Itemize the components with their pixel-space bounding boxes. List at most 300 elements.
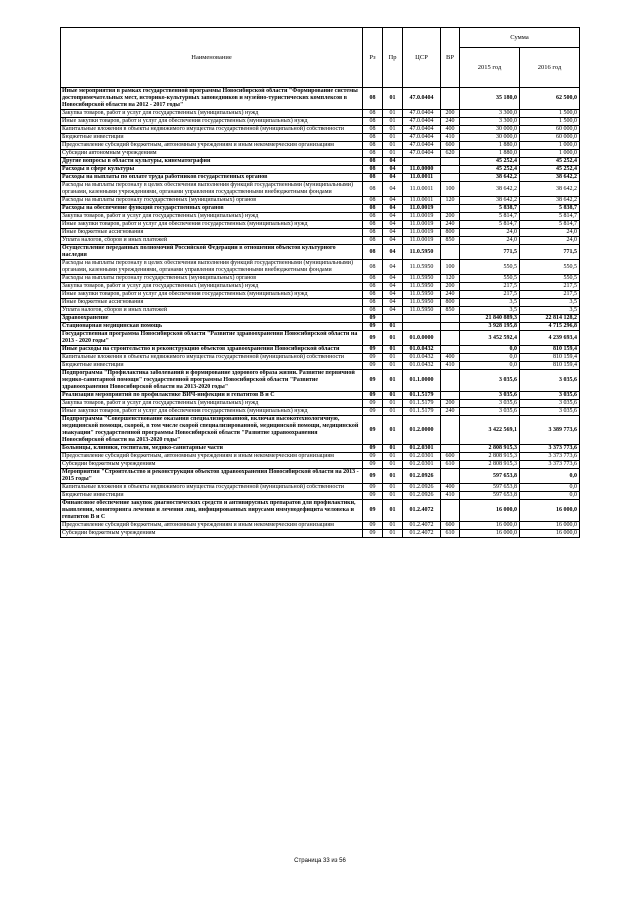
cell-sum-2015: 550,5 [460, 275, 520, 283]
cell-sum-2016: 45 252,4 [520, 166, 580, 174]
table-row [61, 134, 580, 142]
cell-sum-2015: 2 808 915,3 [460, 461, 520, 469]
table-row [61, 88, 580, 110]
cell-csr: 47.0.0404 [403, 142, 441, 150]
table-row [61, 283, 580, 291]
cell-sum-2016: 550,5 [520, 260, 580, 275]
cell-vr: 240 [441, 118, 460, 126]
cell-csr [403, 315, 441, 323]
table-row [61, 118, 580, 126]
cell-rz: 09 [363, 400, 383, 408]
cell-rz: 09 [363, 469, 383, 484]
cell-pr: 01 [383, 400, 403, 408]
cell-sum-2016: 1 000,0 [520, 150, 580, 158]
cell-rz: 09 [363, 362, 383, 370]
cell-pr: 01 [383, 416, 403, 445]
cell-pr: 01 [383, 492, 403, 500]
cell-name: Субсидии автономным учреждениям [61, 150, 363, 158]
table-row [61, 291, 580, 299]
cell-sum-2015: 16 000,0 [460, 500, 520, 522]
cell-name: Иные бюджетные ассигнования [61, 299, 363, 307]
cell-sum-2015: 1 880,0 [460, 142, 520, 150]
cell-sum-2015: 24,0 [460, 229, 520, 237]
cell-pr: 01 [383, 484, 403, 492]
cell-rz: 09 [363, 492, 383, 500]
cell-sum-2015: 24,0 [460, 237, 520, 245]
cell-sum-2015: 3 928 195,8 [460, 323, 520, 331]
table-row [61, 400, 580, 408]
cell-name: Финансовое обеспечение закупок диагностических средств и антивирусных препаратов для профилактики, выявления, мониторинга лечения и лечения лиц, инфицированных вирусами иммунодефицита человека и гепатитов В и С [61, 500, 363, 522]
header-rz: Рз [363, 28, 383, 88]
budget-table [60, 27, 580, 538]
cell-rz: 08 [363, 88, 383, 110]
cell-rz: 09 [363, 453, 383, 461]
cell-rz: 09 [363, 416, 383, 445]
cell-sum-2015: 0,0 [460, 362, 520, 370]
cell-sum-2016: 810 159,4 [520, 346, 580, 354]
cell-rz: 08 [363, 213, 383, 221]
cell-pr: 01 [383, 362, 403, 370]
cell-name: Уплата налогов, сборов и иных платежей [61, 237, 363, 245]
cell-rz: 09 [363, 315, 383, 323]
cell-vr: 600 [441, 453, 460, 461]
table-row [61, 362, 580, 370]
table-row [61, 260, 580, 275]
cell-sum-2015: 30 000,0 [460, 126, 520, 134]
cell-pr: 01 [383, 500, 403, 522]
cell-sum-2016: 1 500,0 [520, 110, 580, 118]
cell-name: Расходы на выплаты персоналу государственных (муниципальных) органов [61, 197, 363, 205]
cell-sum-2015: 1 880,0 [460, 150, 520, 158]
cell-csr: 01.2.0926 [403, 469, 441, 484]
cell-name: Закупка товаров, работ и услуг для государственных (муниципальных) нужд [61, 400, 363, 408]
cell-name: Иные закупки товаров, работ и услуг для обеспечения государственных (муниципальных) нужд [61, 291, 363, 299]
cell-sum-2015: 597 653,8 [460, 484, 520, 492]
cell-sum-2016: 0,0 [520, 492, 580, 500]
cell-csr: 01.1.5179 [403, 392, 441, 400]
table-row [61, 150, 580, 158]
cell-name: Бюджетные инвестиции [61, 134, 363, 142]
cell-vr [441, 500, 460, 522]
cell-pr: 04 [383, 197, 403, 205]
table-row [61, 346, 580, 354]
cell-rz: 09 [363, 331, 383, 346]
cell-vr: 610 [441, 530, 460, 538]
cell-pr: 04 [383, 221, 403, 229]
cell-vr [441, 331, 460, 346]
cell-vr [441, 346, 460, 354]
cell-sum-2016: 0,0 [520, 469, 580, 484]
cell-csr: 11.0.5950 [403, 291, 441, 299]
table-row [61, 182, 580, 197]
cell-sum-2016: 1 500,0 [520, 118, 580, 126]
cell-csr: 11.0.0019 [403, 205, 441, 213]
cell-sum-2015: 3 035,6 [460, 370, 520, 392]
cell-rz: 08 [363, 134, 383, 142]
table-row [61, 197, 580, 205]
cell-csr: 47.0.0404 [403, 88, 441, 110]
cell-csr: 11.0.5950 [403, 299, 441, 307]
cell-name: Иные закупки товаров, работ и услуг для обеспечения государственных (муниципальных) нужд [61, 118, 363, 126]
table-row [61, 461, 580, 469]
table-row [61, 237, 580, 245]
cell-pr: 04 [383, 283, 403, 291]
cell-rz: 09 [363, 323, 383, 331]
cell-csr: 01.2.4072 [403, 500, 441, 522]
cell-vr: 850 [441, 307, 460, 315]
cell-sum-2016: 4 239 693,4 [520, 331, 580, 346]
cell-csr: 01.0.0000 [403, 331, 441, 346]
cell-sum-2016: 810 159,4 [520, 354, 580, 362]
cell-vr [441, 416, 460, 445]
cell-name: Расходы на обеспечение функций государственных органов [61, 205, 363, 213]
table-row [61, 213, 580, 221]
table-row [61, 299, 580, 307]
cell-rz: 09 [363, 392, 383, 400]
table-row [61, 229, 580, 237]
cell-csr: 11.0.5950 [403, 275, 441, 283]
cell-rz: 08 [363, 275, 383, 283]
cell-rz: 09 [363, 370, 383, 392]
cell-sum-2016: 16 000,0 [520, 500, 580, 522]
cell-pr: 01 [383, 346, 403, 354]
cell-vr [441, 445, 460, 453]
cell-vr [441, 205, 460, 213]
cell-pr: 01 [383, 530, 403, 538]
cell-rz: 09 [363, 346, 383, 354]
cell-sum-2016: 3 389 773,6 [520, 416, 580, 445]
cell-vr: 120 [441, 197, 460, 205]
cell-pr: 04 [383, 213, 403, 221]
cell-name: Стационарная медицинская помощь [61, 323, 363, 331]
cell-vr: 620 [441, 150, 460, 158]
cell-name: Осуществление переданных полномочий Российской Федерации в отношении объектов культурного наследия [61, 245, 363, 260]
table-row [61, 142, 580, 150]
cell-csr: 01.1.5179 [403, 408, 441, 416]
cell-csr: 47.0.0404 [403, 134, 441, 142]
cell-rz: 09 [363, 530, 383, 538]
cell-sum-2016: 60 000,0 [520, 126, 580, 134]
cell-rz: 08 [363, 283, 383, 291]
cell-sum-2016: 3,5 [520, 299, 580, 307]
cell-csr [403, 158, 441, 166]
cell-pr: 01 [383, 370, 403, 392]
cell-rz: 09 [363, 484, 383, 492]
cell-pr: 01 [383, 461, 403, 469]
cell-name: Больницы, клиники, госпитали, медико-санитарные части [61, 445, 363, 453]
table-row [61, 469, 580, 484]
cell-sum-2016: 3 373 773,6 [520, 445, 580, 453]
cell-pr: 01 [383, 110, 403, 118]
header-csr: ЦСР [403, 28, 441, 88]
cell-csr: 01.2.4072 [403, 522, 441, 530]
cell-csr: 11.0.5950 [403, 307, 441, 315]
cell-pr: 04 [383, 205, 403, 213]
header-year-2015: 2015 год [460, 48, 520, 88]
cell-name: Расходы на выплаты персоналу в целях обеспечения выполнения функций государственными (муниципальными) органами, казенными учреждениями, органами управления государственными внебюджетными фондами [61, 260, 363, 275]
cell-rz: 08 [363, 110, 383, 118]
table-row [61, 354, 580, 362]
cell-pr: 04 [383, 182, 403, 197]
cell-csr: 11.0.0019 [403, 221, 441, 229]
cell-csr: 11.0.0011 [403, 182, 441, 197]
document-page [60, 27, 579, 538]
cell-name: Закупка товаров, работ и услуг для государственных (муниципальных) нужд [61, 283, 363, 291]
cell-csr: 01.1.0000 [403, 370, 441, 392]
header-sum: Сумма [460, 28, 580, 48]
cell-sum-2016: 217,5 [520, 291, 580, 299]
cell-name: Иные бюджетные ассигнования [61, 229, 363, 237]
header-pr: Пр [383, 28, 403, 88]
table-row [61, 158, 580, 166]
cell-vr: 410 [441, 492, 460, 500]
cell-sum-2016: 38 642,2 [520, 182, 580, 197]
cell-sum-2016: 22 814 128,2 [520, 315, 580, 323]
cell-name: Предоставление субсидий бюджетным, автономным учреждениям и иным некоммерческим организациям [61, 142, 363, 150]
cell-sum-2015: 3,5 [460, 307, 520, 315]
cell-csr [403, 323, 441, 331]
cell-csr: 11.0.5950 [403, 260, 441, 275]
cell-csr: 11.0.0011 [403, 197, 441, 205]
cell-rz: 08 [363, 229, 383, 237]
cell-rz: 08 [363, 221, 383, 229]
table-body [61, 88, 580, 538]
table-row [61, 370, 580, 392]
cell-sum-2015: 5 814,7 [460, 213, 520, 221]
cell-vr: 410 [441, 362, 460, 370]
cell-vr: 800 [441, 299, 460, 307]
cell-name: Субсидии бюджетным учреждениям [61, 530, 363, 538]
cell-rz: 09 [363, 500, 383, 522]
cell-sum-2016: 3 035,6 [520, 370, 580, 392]
cell-csr: 01.2.0926 [403, 492, 441, 500]
cell-csr: 11.0.0000 [403, 166, 441, 174]
cell-vr [441, 469, 460, 484]
cell-pr: 04 [383, 299, 403, 307]
cell-sum-2016: 550,5 [520, 275, 580, 283]
cell-name: Предоставление субсидий бюджетным, автономным учреждениям и иным некоммерческим организациям [61, 522, 363, 530]
cell-pr: 04 [383, 166, 403, 174]
cell-sum-2015: 2 808 915,3 [460, 445, 520, 453]
cell-pr: 01 [383, 134, 403, 142]
cell-pr: 04 [383, 237, 403, 245]
cell-name: Предоставление субсидий бюджетным, автономным учреждениям и иным некоммерческим организациям [61, 453, 363, 461]
cell-sum-2016: 3 373 773,6 [520, 461, 580, 469]
cell-name: Подпрограмма "Совершенствование оказания специализированной, включая высокотехнологичную, медицинской помощи, скорой, в том числе скорой специализированной, медицинской помощи, медицинской эвакуации" государственной программы Новосибирской области "Развитие здравоохранения Новосибирской области на 2013-2020 годы" [61, 416, 363, 445]
cell-sum-2016: 3,5 [520, 307, 580, 315]
cell-vr: 800 [441, 229, 460, 237]
cell-vr: 240 [441, 291, 460, 299]
table-row [61, 245, 580, 260]
cell-sum-2015: 21 840 889,3 [460, 315, 520, 323]
cell-sum-2015: 2 808 915,3 [460, 453, 520, 461]
cell-vr: 100 [441, 182, 460, 197]
cell-sum-2016: 5 814,7 [520, 213, 580, 221]
cell-vr [441, 392, 460, 400]
cell-rz: 08 [363, 205, 383, 213]
cell-pr: 04 [383, 260, 403, 275]
table-row [61, 492, 580, 500]
cell-sum-2015: 0,0 [460, 354, 520, 362]
page-footer: Страница 33 из 56 [294, 858, 346, 864]
cell-sum-2015: 771,5 [460, 245, 520, 260]
cell-pr: 01 [383, 323, 403, 331]
cell-rz: 08 [363, 158, 383, 166]
cell-pr: 04 [383, 245, 403, 260]
cell-rz: 08 [363, 182, 383, 197]
cell-rz: 09 [363, 354, 383, 362]
cell-sum-2016: 62 500,0 [520, 88, 580, 110]
cell-name: Капитальные вложения в объекты недвижимого имущества государственной (муниципальной) собственности [61, 484, 363, 492]
cell-name: Субсидии бюджетным учреждениям [61, 461, 363, 469]
cell-pr: 04 [383, 229, 403, 237]
cell-sum-2016: 0,0 [520, 484, 580, 492]
cell-sum-2016: 45 252,4 [520, 158, 580, 166]
cell-sum-2016: 60 000,0 [520, 134, 580, 142]
cell-pr: 01 [383, 331, 403, 346]
cell-vr: 400 [441, 484, 460, 492]
cell-name: Другие вопросы в области культуры, кинематографии [61, 158, 363, 166]
cell-pr: 01 [383, 522, 403, 530]
cell-vr: 120 [441, 275, 460, 283]
cell-sum-2016: 771,5 [520, 245, 580, 260]
table-row [61, 166, 580, 174]
cell-sum-2015: 45 252,4 [460, 158, 520, 166]
cell-csr: 01.2.0301 [403, 445, 441, 453]
cell-name: Бюджетные инвестиции [61, 362, 363, 370]
cell-vr: 240 [441, 221, 460, 229]
cell-sum-2016: 38 642,2 [520, 197, 580, 205]
cell-name: Расходы в сфере культуры [61, 166, 363, 174]
cell-sum-2015: 30 000,0 [460, 134, 520, 142]
cell-name: Расходы на выплаты персоналу государственных (муниципальных) органов [61, 275, 363, 283]
table-row [61, 275, 580, 283]
cell-vr [441, 315, 460, 323]
cell-sum-2015: 597 653,8 [460, 469, 520, 484]
cell-name: Подпрограмма "Профилактика заболеваний и формирование здорового образа жизни. Развитие первичной медико-санитарной помощи" государственной программы Новосибирской области "Развитие здравоохранения Новосибирской области на 2013-2020 годы" [61, 370, 363, 392]
header-name: Наименование [61, 28, 363, 88]
cell-vr: 850 [441, 237, 460, 245]
cell-csr: 11.0.5950 [403, 283, 441, 291]
cell-pr: 04 [383, 275, 403, 283]
cell-vr: 400 [441, 126, 460, 134]
cell-sum-2016: 38 642,2 [520, 174, 580, 182]
table-row [61, 174, 580, 182]
cell-vr: 200 [441, 283, 460, 291]
cell-vr: 200 [441, 110, 460, 118]
cell-sum-2015: 217,5 [460, 283, 520, 291]
cell-rz: 08 [363, 150, 383, 158]
cell-name: Мероприятия "Строительство и реконструкция объектов здравоохранения Новосибирской области на 2013 - 2015 годы" [61, 469, 363, 484]
cell-name: Расходы на выплаты персоналу в целях обеспечения выполнения функций государственными (муниципальными) органами, казенными учреждениями, органами управления государственными внебюджетными фондами [61, 182, 363, 197]
cell-pr: 04 [383, 291, 403, 299]
cell-pr: 01 [383, 453, 403, 461]
cell-vr: 610 [441, 461, 460, 469]
table-row [61, 315, 580, 323]
cell-sum-2016: 3 035,6 [520, 408, 580, 416]
cell-sum-2015: 38 642,2 [460, 197, 520, 205]
table-row [61, 110, 580, 118]
cell-name: Иные расходы на строительство и реконструкцию объектов здравоохранения Новосибирской области [61, 346, 363, 354]
cell-pr: 01 [383, 126, 403, 134]
cell-name: Бюджетные инвестиции [61, 492, 363, 500]
table-row [61, 126, 580, 134]
cell-vr: 240 [441, 408, 460, 416]
cell-name: Закупка товаров, работ и услуг для государственных (муниципальных) нужд [61, 213, 363, 221]
cell-sum-2016: 1 000,0 [520, 142, 580, 150]
cell-vr [441, 88, 460, 110]
cell-vr: 200 [441, 213, 460, 221]
cell-rz: 08 [363, 299, 383, 307]
cell-csr: 47.0.0404 [403, 126, 441, 134]
cell-sum-2016: 24,0 [520, 237, 580, 245]
cell-rz: 08 [363, 197, 383, 205]
cell-pr [383, 315, 403, 323]
cell-csr: 01.0.0432 [403, 354, 441, 362]
cell-csr: 01.2.0301 [403, 453, 441, 461]
cell-sum-2015: 3,5 [460, 299, 520, 307]
cell-vr [441, 166, 460, 174]
cell-csr: 47.0.0404 [403, 118, 441, 126]
cell-csr: 47.0.0404 [403, 150, 441, 158]
cell-csr: 01.2.0000 [403, 416, 441, 445]
cell-rz: 08 [363, 245, 383, 260]
cell-sum-2016: 16 000,0 [520, 530, 580, 538]
cell-sum-2016: 3 035,6 [520, 392, 580, 400]
cell-vr [441, 158, 460, 166]
cell-sum-2015: 35 180,0 [460, 88, 520, 110]
cell-vr: 600 [441, 522, 460, 530]
cell-pr: 01 [383, 392, 403, 400]
cell-rz: 09 [363, 522, 383, 530]
cell-rz: 08 [363, 174, 383, 182]
cell-sum-2015: 38 642,2 [460, 174, 520, 182]
table-row [61, 221, 580, 229]
cell-vr [441, 323, 460, 331]
cell-sum-2015: 45 252,4 [460, 166, 520, 174]
cell-sum-2015: 5 838,7 [460, 205, 520, 213]
table-row [61, 484, 580, 492]
cell-sum-2015: 550,5 [460, 260, 520, 275]
cell-csr: 01.2.4072 [403, 530, 441, 538]
cell-csr: 11.0.0019 [403, 213, 441, 221]
cell-pr: 01 [383, 150, 403, 158]
cell-csr: 01.1.5179 [403, 400, 441, 408]
cell-pr: 04 [383, 158, 403, 166]
cell-sum-2015: 3 300,0 [460, 110, 520, 118]
cell-pr: 01 [383, 408, 403, 416]
cell-name: Реализация мероприятий по профилактике ВИЧ-инфекции и гепатитов В и С [61, 392, 363, 400]
cell-pr: 01 [383, 445, 403, 453]
cell-rz: 09 [363, 445, 383, 453]
cell-vr [441, 370, 460, 392]
cell-rz: 08 [363, 260, 383, 275]
table-row [61, 323, 580, 331]
cell-vr [441, 245, 460, 260]
table-row [61, 392, 580, 400]
cell-sum-2015: 16 000,0 [460, 530, 520, 538]
cell-csr: 47.0.0404 [403, 110, 441, 118]
cell-sum-2015: 3 035,6 [460, 408, 520, 416]
cell-rz: 08 [363, 307, 383, 315]
header-vr: ВР [441, 28, 460, 88]
cell-pr: 04 [383, 307, 403, 315]
cell-csr: 01.2.0301 [403, 461, 441, 469]
cell-csr: 01.0.0432 [403, 362, 441, 370]
cell-csr: 11.0.0019 [403, 237, 441, 245]
cell-csr: 11.0.0019 [403, 229, 441, 237]
cell-name: Капитальные вложения в объекты недвижимого имущества государственной (муниципальной) собственности [61, 126, 363, 134]
